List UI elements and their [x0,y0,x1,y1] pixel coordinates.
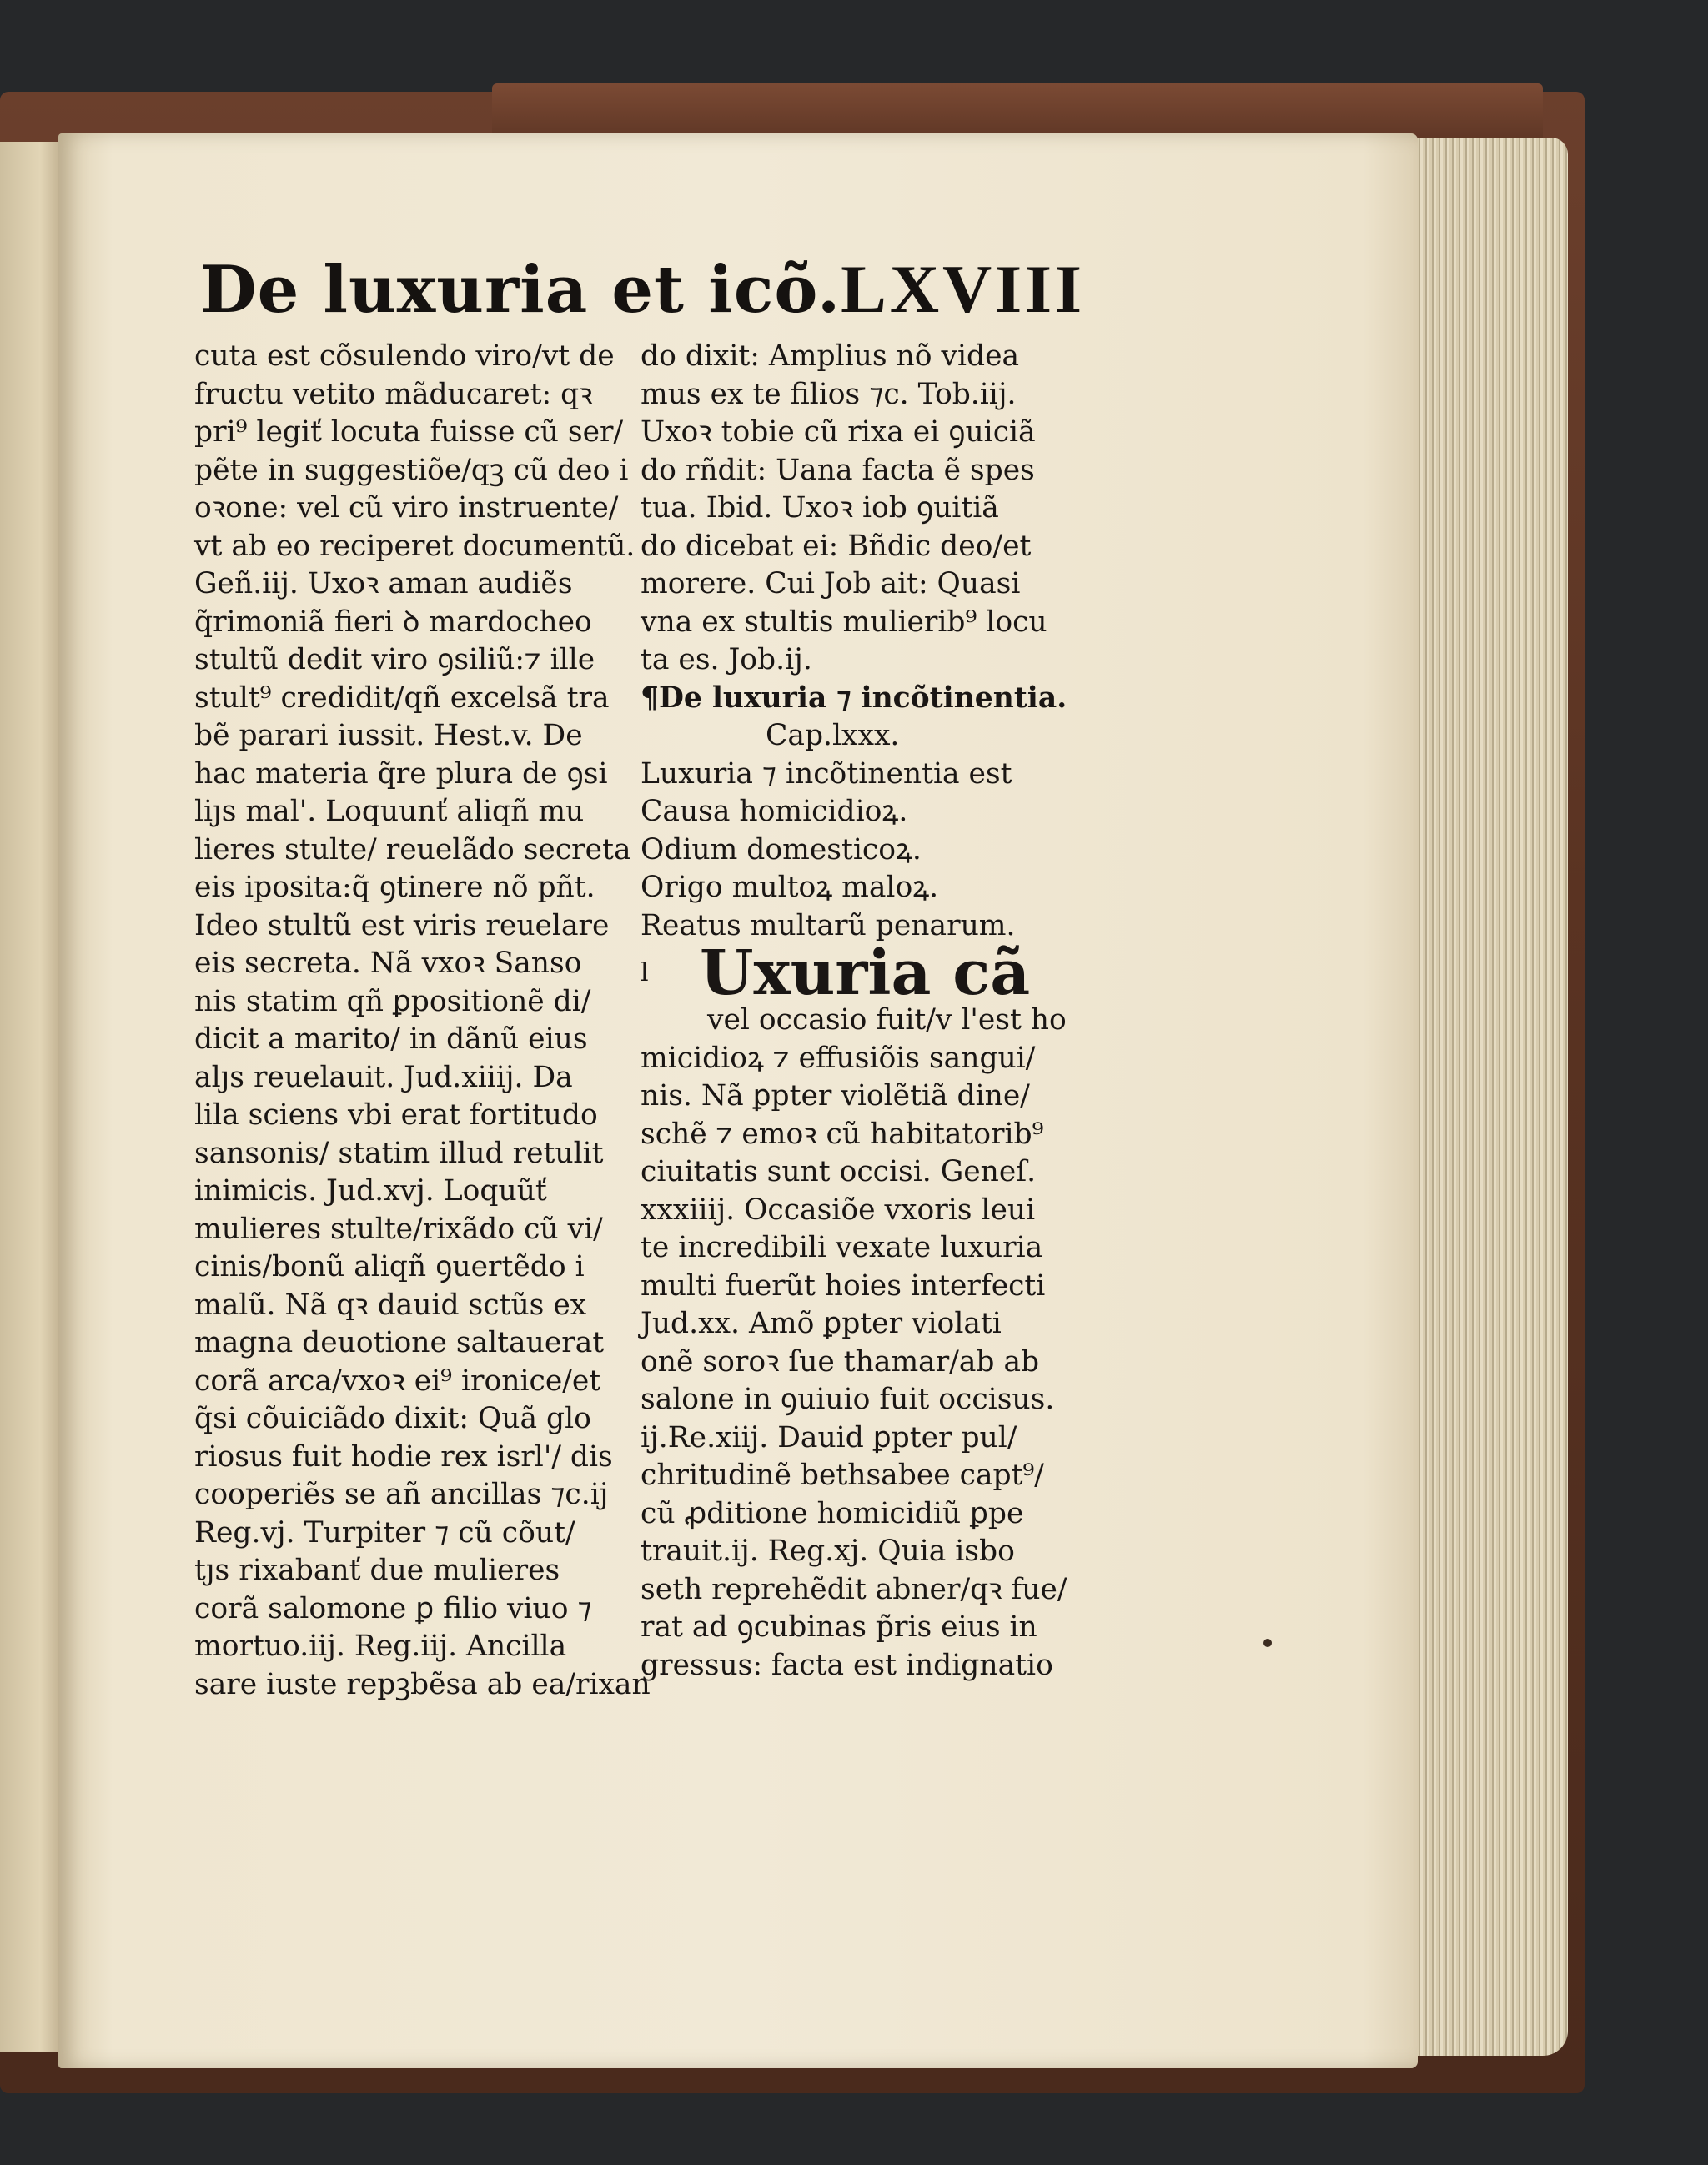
chapter-summary-line: Origo multoꝝ maloꝝ. [640,871,939,904]
facing-page-edge [0,142,67,2052]
chapter-heading: ¶De luxuria ⁊ incõtinentia. [640,681,1068,715]
text-line: onẽ soroꝛ ſue thamar/ab ab [640,1344,1040,1379]
text-line: Uxoꝛ tobie cũ rixa ei ꝯuiciã [640,415,1036,449]
text-line: liȷs mal'. Loquunť aliqñ mu [194,795,585,828]
text-line: eis secreta. Nã vxoꝛ Sanso [194,947,582,980]
chapter-summary-line: Luxuria ⁊ incõtinentia est [640,756,1012,791]
text-line: dicit a marito/ in dãnũ eius [194,1022,588,1056]
text-line: ij.Re.xiij. Dauid ꝑpter pul/ [640,1420,1017,1454]
text-line: pri⁹ legiť locuta fuisse cũ ser/ [194,415,624,449]
text-line: seth reprehẽdit abner/qꝛ fue/ [640,1572,1068,1606]
text-line: tȷs rixabanť due mulieres [194,1554,560,1587]
text-line: Reg.vj. Turpiter ⁊ cũ cõut/ [194,1515,575,1550]
ink-speck [1263,1639,1272,1647]
text-line: nis. Nã ꝑpter violẽtiã dine/ [640,1079,1030,1113]
text-line: vel occasio fuit/v l'est ho [707,1003,1067,1037]
page-block-edge [1409,138,1568,2056]
text-line: tua. Ibid. Uxoꝛ iob ꝯuitiã [640,491,999,525]
text-line: q̃rimoniã fieri ꝺ mardocheo [194,605,592,639]
text-line: q̃si cõuiciãdo dixit: Quã glo [194,1402,591,1435]
text-line: salone in ꝯuiuio fuit occisus. [640,1383,1055,1416]
text-line: gressus: facta est indignatio [640,1648,1053,1682]
left-text-column [194,338,651,1704]
text-line: micidioꝝ ⁊ effusiõis sangui/ [640,1041,1036,1075]
text-line: mortuo.iij. Reg.iij. Ancilla [194,1630,567,1663]
text-line: fructu vetito mãducaret: qꝛ [194,377,593,411]
text-line: te incredibili vexate luxuria [640,1231,1043,1264]
text-line: Ideo stultũ est viris reuelare [194,908,610,942]
decorated-initial-word: Uxuria cã [699,937,1031,1009]
right-text-column [640,338,1074,1685]
text-line: magna deuotione saltauerat [194,1326,605,1359]
initial-row [640,937,1074,1009]
text-line: vt ab eo reciperet documentũ. [194,529,635,563]
text-line: Jud.xx. Amõ ꝑpter violati [640,1307,1002,1340]
running-title: De luxuria et icõ. [200,252,841,328]
text-line: alȷs reuelauit. Jud.xiiij. Da [194,1060,573,1094]
text-line: do rñdit: Uana facta ẽ spes [640,453,1035,487]
text-line: Geñ.iij. Uxoꝛ aman audiẽs [194,567,573,600]
text-line: lieres stulte/ reuelãdo secreta [194,832,631,867]
text-line: eis iposita:q̃ ꝯtinere nõ pñt. [194,871,595,904]
text-line: cuta est cõsulendo viro/vt de [194,339,615,373]
guide-letter: l [640,958,649,988]
text-line: sansonis/ statim illud retulit [194,1136,604,1170]
text-line: stult⁹ credidit/qñ excelsã tra [194,681,610,715]
text-line: xxxiiij. Occasiõe vxoris leui [640,1193,1036,1227]
text-line: cũ ꝓditione homicidiũ ꝑpe [640,1496,1024,1530]
chapter-number: Cap.lxxx. [766,719,900,752]
text-line: chritudinẽ bethsabee capt⁹/ [640,1459,1044,1492]
text-line: corã arca/vxoꝛ ei⁹ ironice/et [194,1364,601,1398]
text-line: schẽ ⁊ emoꝛ cũ habitatorib⁹ [640,1117,1044,1151]
text-line: rat ad ꝯcubinas p̃ris eius in [640,1610,1037,1644]
text-line: lila sciens vbi erat fortitudo [194,1098,598,1132]
text-line: oꝛone: vel cũ viro instruente/ [194,491,619,525]
text-line: do dixit: Amplius nõ videa [640,339,1020,373]
text-line: bẽ parari iussit. Hest.v. De [194,719,583,752]
text-line: riosus fuit hodie rex isrl'/ dis [194,1439,613,1474]
text-line: nis statim qñ ꝑpositionẽ di/ [194,984,591,1018]
text-line: ta es. Job.ij. [640,643,812,676]
chapter-summary-line: Odium domesticoꝝ. [640,832,922,867]
text-line: trauit.ij. Reg.xj. Quia isbo [640,1535,1015,1568]
text-line: cooperiẽs se añ ancillas ⁊c.ij [194,1478,609,1511]
text-line: sare iuste repꝫbẽsa ab ea/rixan [194,1667,651,1701]
text-line: inimicis. Jud.xvj. Loquũť [194,1174,547,1208]
text-line: mus ex te filios ⁊c. Tob.iij. [640,377,1017,411]
text-line: malũ. Nã qꝛ dauid sctũs ex [194,1288,587,1322]
text-line: hac materia q̃re plura de ꝯsi [194,756,608,791]
text-line: do dicebat ei: Bñdic deo/et [640,529,1032,563]
text-line: vna ex stultis mulierib⁹ locu [640,605,1047,639]
text-line: stultũ dedit viro ꝯsiliũ:⁊ ille [194,643,595,676]
text-line: corã salomone ꝑ filio viuo ⁊ [194,1591,592,1625]
text-line: ciuitatis sunt occisi. Geneſ. [640,1155,1037,1188]
running-head [200,250,1086,342]
text-line: morere. Cui Job ait: Quasi [640,567,1021,600]
text-line: multi fuerũt hoies interfecti [640,1268,1046,1303]
text-line: cinis/bonũ aliqñ ꝯuertẽdo i [194,1250,585,1283]
chapter-summary-line: Causa homicidioꝝ. [640,795,908,828]
folio-number: LXVIII [841,251,1086,327]
text-line: mulieres stulte/rixãdo cũ vi/ [194,1212,603,1246]
text-line: pẽte in suggestiõe/qꝫ cũ deo i [194,453,629,487]
chapter-summary-line: Reatus multarũ penarum. [640,908,1016,942]
